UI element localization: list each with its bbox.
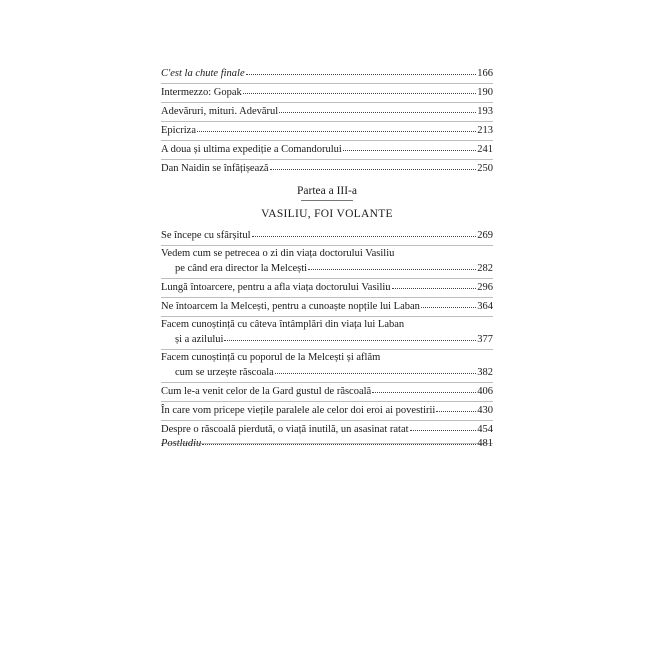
toc-entry-title: Ne întoarcem la Melcești, pentru a cunoaște nopțile lui Laban — [161, 301, 420, 312]
toc-entry-line — [161, 403, 493, 417]
toc-page-number: 166 — [477, 68, 493, 79]
toc-entry-title: și a azilului — [175, 334, 224, 345]
toc-page-number: 269 — [477, 230, 493, 241]
dot-leader — [308, 260, 476, 270]
toc-page-number: 382 — [477, 367, 493, 378]
toc-page-number: 481 — [477, 438, 493, 449]
entry-separator — [161, 245, 493, 246]
toc-entry-title: Se începe cu sfârșitul — [161, 230, 251, 241]
toc-page-number: 454 — [477, 424, 493, 435]
toc-entry-line — [161, 228, 493, 242]
toc-entry-line — [161, 384, 493, 398]
toc-entry-title: Cum le-a venit celor de la Gard gustul de răscoală — [161, 386, 372, 397]
toc-entry-title: Intermezzo: Gopak — [161, 87, 242, 98]
toc-entry — [161, 422, 493, 436]
toc-entry-title: În care vom pricepe viețile paralele ale celor doi eroi ai povestirii — [161, 405, 436, 416]
toc-entry — [161, 280, 493, 294]
toc-entry-line — [161, 66, 493, 80]
toc-entry — [161, 85, 493, 99]
toc-page-number: 193 — [477, 106, 493, 117]
toc-entry-continuation — [161, 365, 493, 379]
toc-entry — [161, 228, 493, 242]
toc-entry-title: Epicriza — [161, 125, 196, 136]
toc-page-number: 377 — [477, 334, 493, 345]
toc-entry — [161, 247, 493, 275]
toc-entry — [161, 436, 493, 450]
dot-leader — [421, 298, 476, 308]
toc-entry-line — [161, 85, 493, 99]
dot-leader — [410, 421, 477, 431]
toc-page-number: 190 — [477, 87, 493, 98]
toc-page-number: 282 — [477, 263, 493, 274]
dot-leader — [372, 383, 476, 393]
toc-entry-title: Facem cunoștință cu câteva întâmplări din viața lui Laban — [161, 319, 405, 330]
toc-entry-title: C'est la chute finale — [161, 68, 245, 79]
toc-entry-title: pe când era director la Melcești — [175, 263, 308, 274]
dot-leader — [279, 103, 476, 113]
toc-entry-line — [161, 318, 493, 332]
toc-entry-title: Facem cunoștință cu poporul de la Melcești și aflăm — [161, 352, 381, 363]
toc-entry-continuation — [161, 332, 493, 346]
toc-entry — [161, 299, 493, 313]
toc-entry-line — [161, 422, 493, 436]
toc-entry — [161, 403, 493, 417]
toc-entry-line — [161, 104, 493, 118]
toc-entry-title: Adevăruri, mituri. Adevărul — [161, 106, 279, 117]
dot-leader — [343, 141, 476, 151]
toc-entry-line — [161, 247, 493, 261]
toc-entry-line — [161, 436, 493, 450]
toc-entry-line — [161, 351, 493, 365]
part-divider — [301, 200, 353, 201]
dot-leader — [436, 402, 476, 412]
dot-leader — [270, 160, 477, 170]
toc-page-number: 250 — [477, 163, 493, 174]
toc-entry — [161, 161, 493, 175]
toc-entry-line — [161, 161, 493, 175]
toc-entry-continuation — [161, 261, 493, 275]
toc-page-number: 364 — [477, 301, 493, 312]
dot-leader — [202, 435, 476, 445]
dot-leader — [275, 364, 476, 374]
toc-entry-title: Dan Naidin se înfățișează — [161, 163, 269, 174]
toc-entry — [161, 351, 493, 379]
dot-leader — [224, 331, 476, 341]
toc-page-number: 296 — [477, 282, 493, 293]
section-title: VASILIU, FOI VOLANTE — [261, 208, 393, 220]
toc-entry-title: Despre o răscoală pierdută, o viață inutilă, un asasinat ratat — [161, 424, 409, 435]
toc-entry-line — [161, 123, 493, 137]
dot-leader — [243, 84, 476, 94]
toc-entry-line — [161, 142, 493, 156]
toc-entry-title: A doua și ultima expediție a Comandorului — [161, 144, 342, 155]
toc-page-number: 213 — [477, 125, 493, 136]
toc-entry-line — [161, 299, 493, 313]
toc-page-number: 430 — [477, 405, 493, 416]
entry-separator — [161, 316, 493, 317]
toc-page-number: 406 — [477, 386, 493, 397]
toc-entry — [161, 66, 493, 80]
toc-page-number: 241 — [477, 144, 493, 155]
dot-leader — [252, 227, 477, 237]
toc-entry-title: Postludiu — [161, 438, 202, 449]
toc-entry — [161, 142, 493, 156]
toc-entry-title: Vedem cum se petrecea o zi din viața doctorului Vasiliu — [161, 248, 395, 259]
toc-entry — [161, 123, 493, 137]
toc-entry — [161, 318, 493, 346]
dot-leader — [392, 279, 477, 289]
dot-leader — [197, 122, 476, 132]
toc-entry-title: Lungă întoarcere, pentru a afla viața doctorului Vasiliu — [161, 282, 391, 293]
entry-separator — [161, 349, 493, 350]
toc-entry-line — [161, 280, 493, 294]
toc-entry — [161, 384, 493, 398]
part-label: Partea a III-a — [296, 185, 357, 197]
toc-entry-title: cum se urzește răscoala — [175, 367, 274, 378]
dot-leader — [246, 65, 477, 75]
toc-entry — [161, 104, 493, 118]
